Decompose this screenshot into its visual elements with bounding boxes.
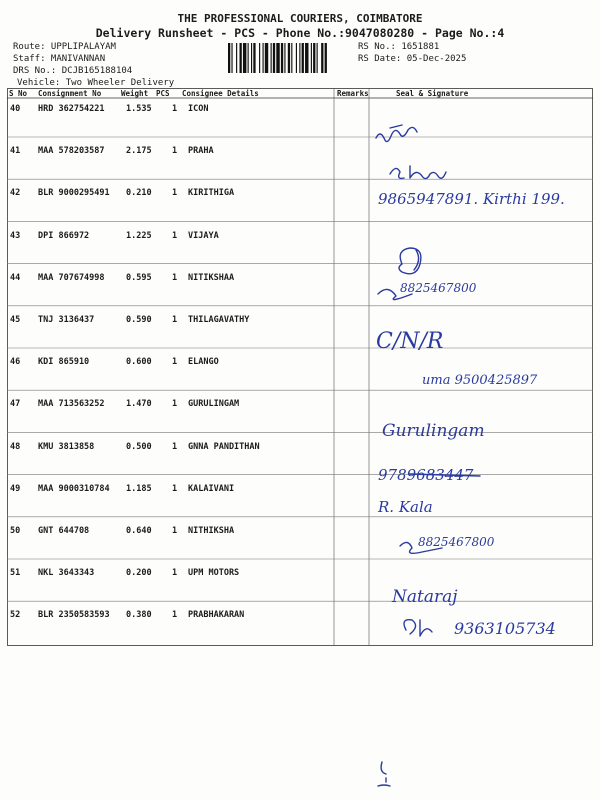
row-consignee: ICON [188,104,209,114]
row-sno: 47 [10,399,21,410]
row-weight: 0.200 [126,568,152,579]
row-consignee: GNNA PANDITHAN [188,441,260,452]
row-sno: 50 [10,526,21,536]
row-consignee: NITIKSHAA [188,272,235,283]
row-consignee: NITHIKSHA [188,526,235,536]
row-pcs: 1 [172,272,178,283]
row-pcs: 1 [172,146,178,157]
row-consignment-no: TNJ 3136437 [38,315,95,325]
row-weight: 0.210 [126,188,152,199]
ink-mark [372,752,402,792]
row-sno: 51 [10,568,21,579]
row-weight: 0.640 [126,526,152,536]
barcode-bar [240,43,242,73]
row-consignee: ELANGO [188,357,219,368]
handwritten-note-45: C/N/R [376,329,444,354]
vehicle-text: Vehicle: Two Wheeler Delivery [17,78,175,88]
row-sno: 52 [10,610,21,621]
row-consignee: PRAHA [188,146,214,157]
barcode-bar [305,43,308,73]
barcode-bar [288,43,290,73]
signature-row-42 [370,186,595,231]
row-sno: 48 [10,441,21,452]
barcode [228,43,352,73]
barcode-bar [296,43,297,73]
barcode-bar [325,43,327,73]
handwritten-signature-47: Gurulingam [382,421,485,441]
handwritten-signature-51: Nataraj [392,587,458,607]
handwritten-name-49: R. Kala [378,498,433,516]
row-weight: 1.470 [126,399,152,410]
barcode-bar [265,43,268,73]
row-pcs: 1 [172,315,178,325]
row-pcs: 1 [172,526,178,536]
column-header-weight: Weight [121,89,149,98]
row-consignment-no: HRD 362754221 [38,104,105,114]
handwritten-note-46: uma 9500425897 [422,373,538,388]
barcode-bar [251,43,252,73]
company-title: THE PROFESSIONAL COURIERS, COIMBATORE [177,12,423,25]
handwritten-phone-52: 9363105734 [454,619,556,638]
row-consignee: KIRITHIGA [188,188,235,199]
barcode-bar [248,43,249,73]
handwritten-phone-44: 8825467800 [400,281,477,295]
row-consignee: KALAIVANI [188,483,235,494]
rs-date-text: RS Date: 05-Dec-2025 [358,54,467,64]
row-consignment-no: KMU 3813858 [38,441,95,452]
row-weight: 0.600 [126,357,152,368]
handwritten-phone-48: 9789683447 [378,466,474,484]
route-text: Route: UPPLIPALAYAM [13,42,116,52]
barcode-bar [321,43,323,73]
barcode-bar [276,43,279,73]
row-consignment-no: BLR 2350583593 [38,610,110,621]
row-weight: 2.175 [126,146,152,157]
row-pcs: 1 [172,104,178,114]
runsheet-info-right [358,41,466,65]
barcode-bar [311,43,312,73]
row-pcs: 1 [172,610,178,621]
row-sno: 44 [10,272,21,283]
barcode-bar [313,43,315,73]
barcode-bar [253,43,255,73]
runsheet-info-left [13,41,174,89]
row-consignment-no: NKL 3643343 [38,568,95,579]
row-weight: 1.535 [126,104,152,114]
row-sno: 49 [10,483,21,494]
staff-text: Staff: MANIVANNAN [13,54,106,64]
signature-row-52 [370,610,595,655]
column-header-consignment: Consignment No [38,89,102,98]
row-sno: 40 [10,104,21,114]
row-sno: 45 [10,315,21,325]
barcode-bar [302,43,304,73]
column-header-seal-signature: Seal & Signature [396,89,469,98]
row-weight: 0.595 [126,272,152,283]
row-pcs: 1 [172,357,178,368]
barcode-bar [317,43,318,73]
row-weight: 1.225 [126,230,152,241]
signature-row-49 [370,490,595,535]
row-weight: 0.590 [126,315,152,325]
barcode-bar [259,43,260,73]
row-consignee: GURULINGAM [188,399,240,410]
row-consignment-no: KDI 865910 [38,357,90,368]
barcode-bar [281,43,283,73]
row-consignee: THILAGAVATHY [188,315,250,325]
column-header-remarks: Remarks [337,89,369,98]
barcode-bar [273,43,275,73]
runsheet-subtitle: Delivery Runsheet - PCS - Phone No.:9047080280 - Page No.:4 [95,26,505,40]
barcode-bar [243,43,246,73]
drs-number-text: DRS No.: DCJB165188104 [13,66,133,76]
barcode-bar [291,43,292,73]
row-pcs: 1 [172,483,178,494]
row-sno: 43 [10,230,21,241]
barcode-bar [263,43,264,73]
row-consignment-no: BLR 9000295491 [38,188,110,199]
row-weight: 0.500 [126,441,152,452]
barcode-bar [231,43,232,73]
row-consignment-no: MAA 713563252 [38,399,105,410]
row-consignment-no: DPI 866972 [38,230,90,241]
row-consignee: VIJAYA [188,230,219,241]
column-header-pcs: PCS [156,89,170,98]
row-sno: 41 [10,146,21,157]
signature-row-47 [370,404,595,449]
row-consignment-no: MAA 578203587 [38,146,105,157]
row-consignee: UPM MOTORS [188,568,240,579]
column-header-sno: S No [9,89,28,98]
row-sno: 42 [10,188,21,199]
barcode-bar [299,43,300,73]
column-header-consignee: Consignee Details [182,89,259,98]
row-consignment-no: MAA 9000310784 [38,483,110,494]
row-consignment-no: GNT 644708 [38,526,90,536]
barcode-bar [271,43,272,73]
row-consignment-no: MAA 707674998 [38,272,105,283]
handwritten-phone-42: 9865947891. Kirthi 199. [378,190,565,208]
handwritten-phone-50: 8825467800 [418,535,495,549]
barcode-bar [284,43,285,73]
barcode-bar [236,43,237,73]
row-sno: 46 [10,357,21,368]
row-weight: 1.185 [126,483,152,494]
signature-row-45 [370,316,595,361]
signature-row-51 [370,568,595,613]
barcode-bar [228,43,230,73]
row-pcs: 1 [172,230,178,241]
row-pcs: 1 [172,441,178,452]
rs-number-text: RS No.: 1651881 [358,42,440,52]
row-pcs: 1 [172,568,178,579]
row-pcs: 1 [172,188,178,199]
row-pcs: 1 [172,399,178,410]
row-consignee: PRABHAKARAN [188,610,245,621]
row-weight: 0.380 [126,610,152,621]
